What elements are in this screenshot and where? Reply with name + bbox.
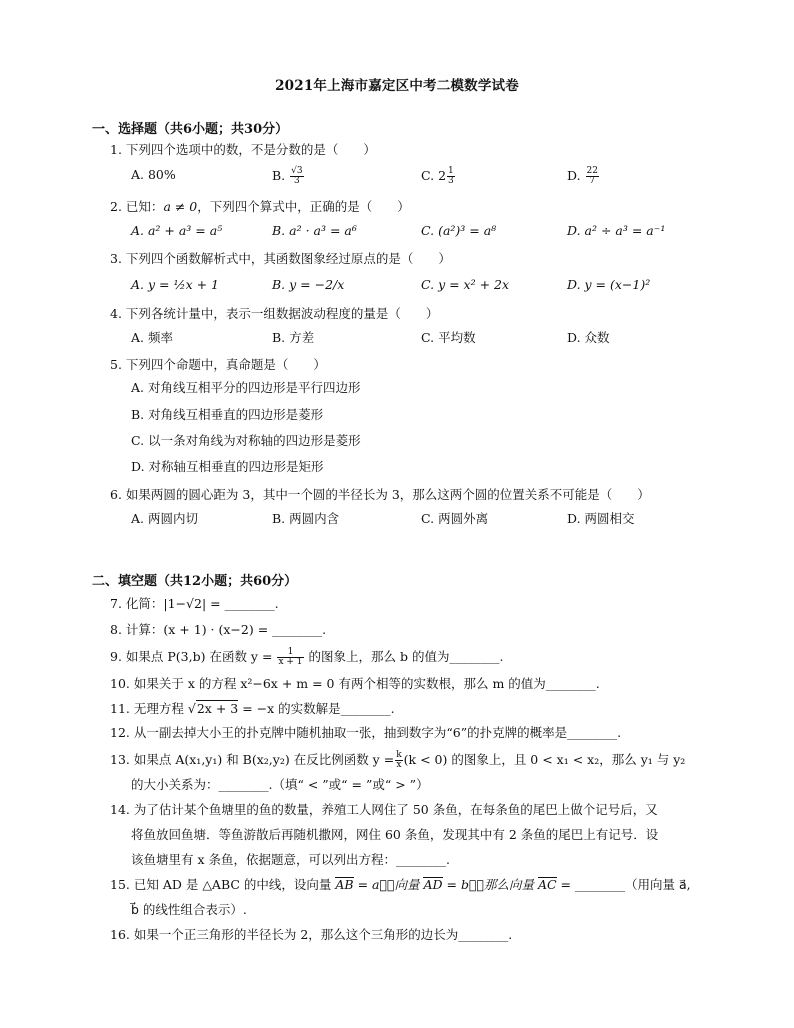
option-b: B. 对角线互相垂直的四边形是菱形: [131, 407, 324, 422]
question-stem-end: ，下列四个算式中，正确的是（ ）: [197, 199, 410, 214]
question-number: 11.: [110, 701, 130, 716]
vector-ad: AD: [423, 877, 443, 892]
option-d: D. 众数: [567, 330, 610, 345]
section-1-title: 一、选择题（共6小题；共30分）: [92, 122, 289, 137]
question-13: [110, 751, 685, 770]
option-c: [421, 167, 456, 186]
vector-eq-2: = b⃗，那么向量: [442, 877, 538, 892]
option-label: C. 2: [421, 168, 447, 183]
question-number: 4.: [110, 306, 122, 321]
question-stem: 如果点 P(3,b) 在函数 y =: [125, 649, 273, 664]
option-c: C. 平均数: [421, 330, 476, 345]
question-stem: 如果两圆的圆心距为 3，其中一个圆的半径长为 3，那么这两个圆的位置关系不可能是（ ）: [125, 487, 650, 502]
question-4: [110, 306, 438, 322]
option-d: D. a² ÷ a³ = a⁻¹: [567, 223, 666, 238]
numerator: 1: [277, 648, 303, 658]
question-stem-end: (k < 0) 的图象上，且 0 < x₁ < x₂，那么 y₁ 与 y₂: [403, 752, 686, 767]
option-a: A. 对角线互相平分的四边形是平行四边形: [131, 380, 361, 395]
radicand: 2x + 3: [196, 701, 239, 716]
question-stem: 下列各统计量中，表示一组数据波动程度的量是（ ）: [125, 306, 439, 321]
option-c: C. y = x² + 2x: [421, 277, 510, 292]
question-3: [110, 251, 451, 267]
question-9: [110, 648, 503, 667]
question-10: 10. 如果关于 x 的方程 x²−6x + m = 0 有两个相等的实数根，那么 m 的值为________.: [110, 676, 600, 691]
fraction: [395, 751, 402, 770]
question-14-line-3: 该鱼塘里有 x 条鱼，依据题意，可以列出方程：________.: [131, 852, 450, 867]
denominator: 3: [448, 176, 454, 186]
numerator: k: [396, 750, 402, 760]
option-d: D. 两圆相交: [567, 511, 635, 526]
question-15: [110, 877, 691, 893]
option-b: B. y = −2/x: [272, 277, 345, 292]
numerator: 22: [586, 166, 598, 176]
option-d: D. 对称轴互相垂直的四边形是矩形: [131, 459, 324, 474]
option-b: [272, 167, 305, 186]
question-stem: 已知：: [125, 199, 164, 214]
question-number: 5.: [110, 357, 122, 372]
fraction: [447, 167, 455, 186]
question-6: [110, 487, 650, 503]
option-a: A. a² + a³ = a⁵: [131, 223, 223, 238]
denominator: x + 1: [278, 657, 303, 667]
option-label: B.: [272, 168, 286, 183]
option-b: B. a² · a³ = a⁶: [272, 223, 357, 238]
question-number: 9.: [110, 649, 122, 664]
question-stem: 下列四个选项中的数，不是分数的是（ ）: [125, 142, 376, 157]
question-14-line-2: 将鱼放回鱼塘．等鱼游散后再随机撒网，网住 60 条鱼，发现其中有 2 条鱼的尾巴上有记号．设: [131, 827, 659, 842]
option-a: A. 两圆内切: [131, 511, 198, 526]
option-c: C. (a²)³ = a⁸: [421, 223, 497, 238]
option-label: D.: [567, 168, 581, 183]
denominator: 7: [589, 176, 596, 186]
option-a: A. 频率: [131, 330, 173, 345]
fraction: [290, 167, 303, 186]
option-d: [567, 167, 600, 186]
fraction: [586, 167, 599, 186]
question-1: [110, 142, 376, 158]
numerator: √3: [291, 166, 303, 176]
question-stem: 如果点 A(x₁,y₁) 和 B(x₂,y₂) 在反比例函数 y =: [133, 752, 395, 767]
question-number: 2.: [110, 199, 122, 214]
question-12: 12. 从一副去掉大小王的扑克牌中随机抽取一张，抽到数字为“6”的扑克牌的概率是________.: [110, 725, 622, 740]
question-14-line-1: 14. 为了估计某个鱼塘里的鱼的数量，养殖工人网住了 50 条鱼，在每条鱼的尾巴上做个记号后，又: [110, 802, 658, 817]
fraction: [277, 648, 303, 667]
question-5: [110, 357, 326, 373]
question-16: 16. 如果一个正三角形的半径长为 2，那么这个三角形的边长为________.: [110, 927, 513, 942]
numerator: 1: [448, 166, 454, 176]
option-a: A. 80%: [131, 167, 176, 182]
radical: √2x + 3: [187, 701, 239, 716]
question-stem-end: 的图象上，那么 b 的值为________.: [308, 649, 504, 664]
question-11: [110, 701, 395, 717]
denominator: x: [396, 760, 402, 770]
question-stem: 下列四个函数解析式中，其函数图象经过原点的是（ ）: [125, 251, 451, 266]
denominator: 3: [294, 176, 300, 186]
question-stem: 15. 已知 AD 是 △ABC 的中线，设向量: [110, 877, 332, 892]
question-7: 7. 化简：|1−√2| = ________.: [110, 596, 279, 611]
question-number: 6.: [110, 487, 122, 502]
vector-eq-3: = ________（用向量 a⃗,: [556, 877, 691, 892]
question-15-line-2: b⃗ 的线性组合表示）.: [131, 902, 247, 917]
question-number: 3.: [110, 251, 122, 266]
exam-title: 2021年上海市嘉定区中考二模数学试卷: [275, 78, 519, 94]
option-a: A. y = ½x + 1: [131, 277, 219, 292]
option-c: C. 以一条对角线为对称轴的四边形是菱形: [131, 433, 361, 448]
option-c: C. 两圆外离: [421, 511, 489, 526]
vector-ab: AB: [335, 877, 354, 892]
question-stem-end: = −x 的实数解是________.: [242, 701, 395, 716]
question-number: 13.: [110, 752, 130, 767]
question-13-line-2: 的大小关系为：________.（填“ < ”或“ = ”或“ > ”）: [131, 777, 429, 792]
option-d: D. y = (x−1)²: [567, 277, 651, 292]
question-stem: 下列四个命题中，真命题是（ ）: [125, 357, 326, 372]
option-b: B. 方差: [272, 330, 315, 345]
option-b: B. 两圆内含: [272, 511, 340, 526]
vector-ac: AC: [537, 877, 557, 892]
question-stem: 无理方程: [133, 701, 184, 716]
question-condition: a ≠ 0: [163, 199, 198, 214]
section-2-title: 二、填空题（共12小题；共60分）: [92, 574, 298, 589]
question-8: 8. 计算：(x + 1) · (x−2) = ________.: [110, 622, 327, 637]
vector-eq-1: = a⃗，向量: [353, 877, 424, 892]
question-number: 1.: [110, 142, 122, 157]
question-2: [110, 199, 410, 215]
